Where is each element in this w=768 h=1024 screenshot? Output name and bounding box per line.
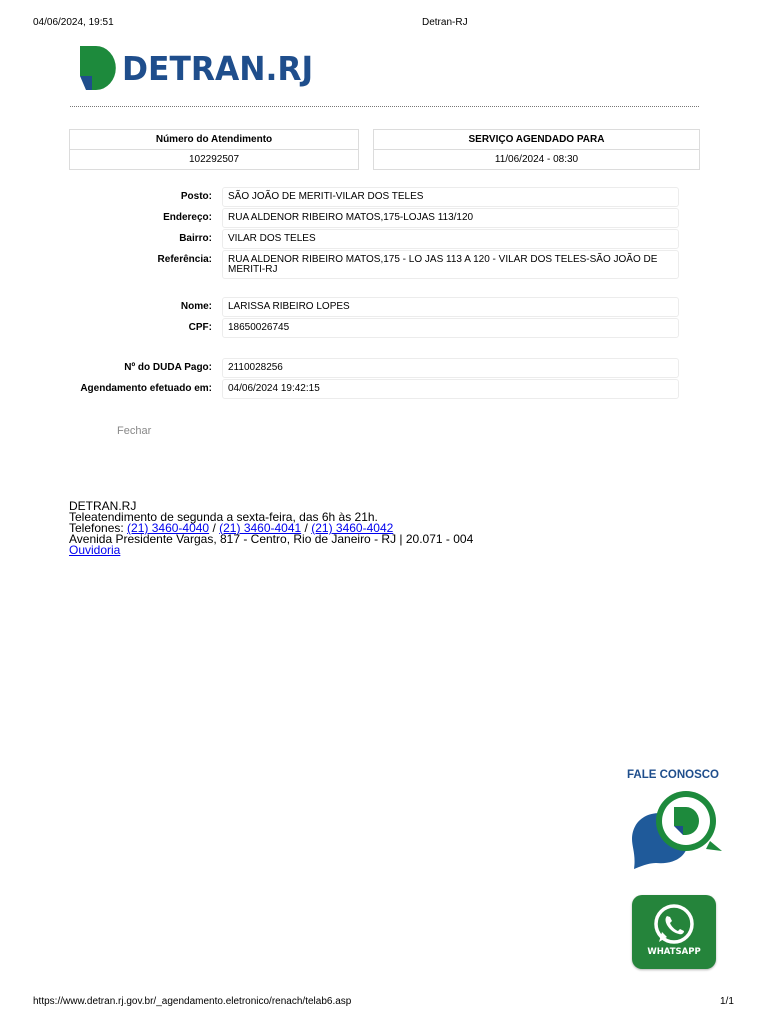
detran-logo-icon: [80, 46, 116, 90]
duda-value: 2110028256: [222, 358, 679, 378]
duda-label: Nº do DUDA Pago:: [124, 362, 212, 373]
agendamento-label: Agendamento efetuado em:: [80, 383, 212, 394]
footer-address: Avenida Presidente Vargas, 817 - Centro, Rio de Janeiro - RJ | 20.071 - 004: [69, 532, 474, 546]
agendamento-value: 04/06/2024 19:42:15: [222, 379, 679, 399]
phones-label: Telefones:: [69, 521, 124, 535]
fale-conosco-button[interactable]: [630, 785, 726, 878]
cpf-value: 18650026745: [222, 318, 679, 338]
agendado-box: [373, 129, 700, 170]
contact-footer: [69, 501, 473, 556]
logo-text: DETRAN.RJ: [122, 48, 314, 88]
whatsapp-label: WHATSAPP: [647, 947, 701, 957]
posto-value: SÃO JOÃO DE MERITI-VILAR DOS TELES: [222, 187, 679, 207]
print-title: Detran-RJ: [422, 17, 468, 28]
nome-label: Nome:: [180, 301, 212, 312]
cpf-label: CPF:: [188, 322, 212, 333]
posto-label: Posto:: [180, 191, 212, 202]
phone-link-2[interactable]: (21) 3460-4041: [219, 521, 302, 535]
fale-conosco-label[interactable]: FALE CONOSCO: [627, 769, 720, 781]
footer-org: DETRAN.RJ: [69, 499, 137, 513]
phone-link-3[interactable]: (21) 3460-4042: [311, 521, 394, 535]
header-divider: [70, 106, 699, 107]
chat-bubble-icon: [630, 785, 726, 873]
detran-logo[interactable]: [80, 46, 323, 90]
referencia-label: Referência:: [157, 254, 212, 265]
atendimento-label: Número do Atendimento: [70, 130, 358, 150]
bairro-value: VILAR DOS TELES: [222, 229, 679, 249]
print-datetime: 04/06/2024, 19:51: [33, 17, 114, 28]
agendado-value: 11/06/2024 - 08:30: [494, 154, 579, 165]
atendimento-box: [69, 129, 359, 170]
footer-hours: Teleatendimento de segunda a sexta-feira, das 6h às 21h.: [69, 510, 378, 524]
atendimento-value: 102292507: [188, 154, 240, 165]
ouvidoria-link[interactable]: Ouvidoria: [69, 543, 121, 557]
nome-value: LARISSA RIBEIRO LOPES: [222, 297, 679, 317]
phone-separator: /: [212, 521, 216, 535]
referencia-value: RUA ALDENOR RIBEIRO MATOS,175 - LO JAS 113 A 120 - VILAR DOS TELES-SÃO JOÃO DE MERITI-RJ: [222, 250, 679, 279]
phone-link-1[interactable]: (21) 3460-4040: [127, 521, 210, 535]
endereco-value: RUA ALDENOR RIBEIRO MATOS,175-LOJAS 113/120: [222, 208, 679, 228]
fechar-button[interactable]: Fechar: [117, 425, 152, 437]
agendado-label: SERVIÇO AGENDADO PARA: [374, 130, 699, 150]
print-page-number: 1/1: [720, 996, 734, 1007]
whatsapp-button[interactable]: [632, 895, 716, 969]
print-url: https://www.detran.rj.gov.br/_agendamento.eletronico/renach/telab6.asp: [33, 996, 352, 1007]
phone-separator: /: [304, 521, 308, 535]
endereco-label: Endereço:: [163, 212, 212, 223]
bairro-label: Bairro:: [179, 233, 212, 244]
whatsapp-icon: [651, 902, 697, 948]
